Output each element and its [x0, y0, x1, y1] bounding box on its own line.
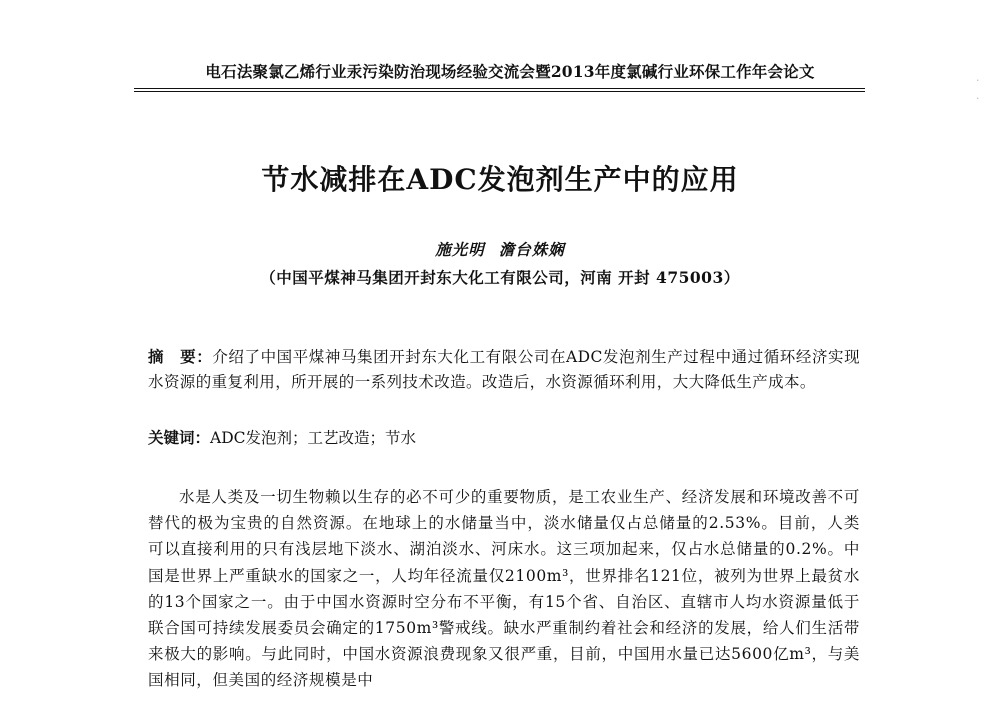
author-name: 施光明 [435, 240, 485, 259]
affiliation: （中国平煤神马集团开封东大化工有限公司，河南 开封 475003） [260, 268, 740, 287]
margin-mark: · · [976, 74, 980, 105]
body-paragraph: 水是人类及一切生物赖以生存的必不可少的重要物质，是工农业生产、经济发展和环境改善不可替代的极为宝贵的自然资源。在地球上的水储量当中，淡水储量仅占总储量的2.53%。目前，人类可以直接利用的只有浅层地下淡水、湖泊淡水、河床水。这三项加起来，仅占水总储量的0.2%。中国是世界上严重缺水的国家之一，人均年径流量仅2100m³，世界排名121位，被列为世界上最贫水的13个国家之一。由于中国水资源时空分布不平衡，有15个省、自治区、直辖市人均水资源量低于联合国可持续发展委员会确定的1750m³警戒线。缺水严重制约着社会和经济的发展，给人们生活带来极大的影响。与此同时，中国水资源浪费现象又很严重，目前，中国用水量已达5600亿m³，与美国相同，但美国的经济规模是中 [148, 488, 860, 690]
abstract-text: 介绍了中国平煤神马集团开封东大化工有限公司在ADC发泡剂生产过程中通过循环经济实现水资源的重复利用，所开展的一系列技术改造。改造后，水资源循环利用，大大降低生产成本。 [148, 348, 860, 391]
header-rule-thin [134, 91, 865, 92]
abstract [148, 345, 860, 394]
author-name: 澹台姝娴 [498, 240, 565, 259]
keywords-text: ADC发泡剂；工艺改造；节水 [210, 429, 416, 447]
header-rule [134, 88, 865, 89]
running-header: 电石法聚氯乙烯行业汞污染防治现场经验交流会暨2013年度氯碱行业环保工作年会论文 [205, 62, 815, 81]
keywords [148, 426, 860, 450]
author-list [0, 238, 1000, 260]
abstract-label: 摘 要： [148, 347, 213, 366]
keywords-label: 关键词： [148, 428, 211, 447]
paper-title: 节水减排在ADC发泡剂生产中的应用 [261, 163, 739, 196]
